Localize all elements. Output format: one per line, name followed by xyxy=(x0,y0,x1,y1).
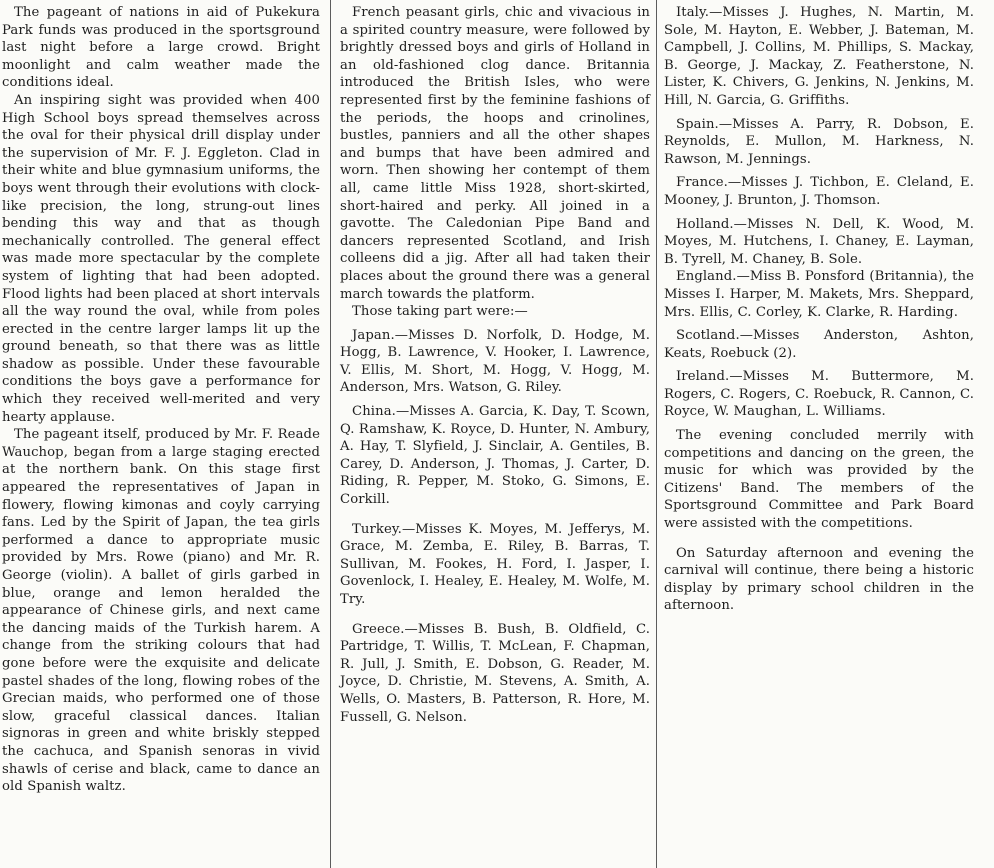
column-rule-left xyxy=(330,0,331,868)
participants-greece: Greece.—Misses B. Bush, B. Oldfield, C. Partridge, T. Willis, T. McLean, F. Chapman, R. Jull, J. Smith, E. Dobson, G. Reader, M. Joyce, D. Christie, M. Stevens, A. Smith, A. Wells, O. Masters, B. Patterson, R. Hore, M. Fussell, G. Nelson. xyxy=(340,621,650,725)
participants-japan: Japan.—Misses D. Norfolk, D. Hodge, M. Hogg, B. Lawrence, V. Hooker, I. Lawrence, V. Ellis, M. Short, M. Hogg, V. Hogg, M. Anderson, Mrs. Watson, G. Riley. xyxy=(340,327,650,396)
participants-china: China.—Misses A. Garcia, K. Day, T. Scown, Q. Ramshaw, K. Royce, D. Hunter, N. Ambury, A. Hay, T. Slyfield, J. Sinclair, A. Gentiles, B. Carey, D. Anderson, J. Thomas, J. Carter, D. Riding, R. Pepper, M. Stoko, G. Simons, E. Corkill. xyxy=(340,404,650,508)
participants-holland: Holland.—Misses N. Dell, K. Wood, M. Moyes, M. Hutchens, I. Chaney, E. Layman, B. Tyrell, M. Chaney, B. Sole. xyxy=(664,216,974,267)
paragraph-participants-heading: Those taking part were:— xyxy=(352,304,528,320)
column-1 xyxy=(2,4,320,796)
participants-scotland: Scotland.—Misses Anderston, Ashton, Keats, Roebuck (2). xyxy=(664,328,974,361)
paragraph-evening-conclusion: The evening concluded merrily with competitions and dancing on the green, the music for which was provided by the Citizens' Band. The members of the Sportsground Committee and Park Board were assisted with the competitions. xyxy=(664,428,974,532)
paragraph-intro: The pageant of nations in aid of Pukekura Park funds was produced in the sportsground last night before a large crowd. Bright moonlight and calm weather made the conditions ideal. xyxy=(2,5,320,91)
participants-france: France.—Misses J. Tichbon, E. Cleland, E. Mooney, J. Brunton, J. Thomson. xyxy=(664,175,974,208)
participants-spain: Spain.—Misses A. Parry, R. Dobson, E. Reynolds, E. Mullon, M. Harkness, N. Rawson, M. Jennings. xyxy=(664,116,974,167)
paragraph-drill-display: An inspiring sight was provided when 400 High School boys spread themselves across the oval for their physical drill display under the supervision of Mr. F. J. Eggleton. Clad in their white and blue gymnasium uniforms, the boys went through their evolutions with clock-like precision, the long, strung-out lines bending this way and that as though mechanically controlled. The general effect was made more spectacular by the complete system of lighting that had been adopted. Flood lights had been placed at short intervals all the way round the oval, while from poles erected in the centre larger lamps lit up the ground beneath, so that there was as little shadow as possible. Under these favourable conditions the boys gave a performance for which they received well-merited and very hearty applause. xyxy=(2,92,320,425)
column-rule-right xyxy=(656,0,657,868)
column-2 xyxy=(340,4,650,726)
participants-ireland: Ireland.—Misses M. Buttermore, M. Rogers, C. Rogers, C. Roebuck, R. Cannon, C. Royce, W. Maughan, L. Williams. xyxy=(664,369,974,420)
participants-turkey: Turkey.—Misses K. Moyes, M. Jefferys, M. Grace, M. Zemba, E. Riley, B. Barras, T. Sullivan, M. Fookes, H. Ford, I. Jasper, I. Govenlock, I. Healey, E. Healey, M. Wolfe, M. Try. xyxy=(340,521,650,607)
participants-italy: Italy.—Misses J. Hughes, N. Martin, M. Sole, M. Hayton, E. Webber, J. Bateman, M. Campbell, J. Collins, M. Phillips, S. Mackay, B. George, J. Mackay, Z. Featherstone, N. Lister, K. Chivers, G. Jenkins, N. Jenkins, M. Hill, N. Garcia, G. Griffiths. xyxy=(664,5,974,108)
paragraph-pageant-continued: French peasant girls, chic and vivacious in a spirited country measure, were followed by brightly dressed boys and girls of Holland in an old-fashioned clog dance. Britannia introduced the British Isles, who were represented first by the feminine fashions of the periods, the hoops and crinolines, bustles, panniers and all the other shapes and bumps that have been admired and worn. Then showing her contempt of them all, came little Miss 1928, short-skirted, short-haired and perky. All joined in a gavotte. The Caledonian Pipe Band and dancers represented Scotland, and Irish colleens did a jig. After all had taken their places about the ground there was a general march towards the platform. xyxy=(340,5,650,302)
column-3 xyxy=(664,4,974,615)
paragraph-saturday-carnival: On Saturday afternoon and evening the carnival will continue, there being a historic display by primary school children in the afternoon. xyxy=(664,545,974,614)
participants-england: England.—Miss B. Ponsford (Britannia), the Misses I. Harper, M. Makets, Mrs. Sheppard, Mrs. Ellis, C. Corley, K. Clarke, R. Harding. xyxy=(664,269,974,320)
paragraph-pageant: The pageant itself, produced by Mr. F. Reade Wauchop, began from a large staging erected at the northern bank. On this stage first appeared the representatives of Japan in flowery, flowing kimonas and coyly carrying fans. Led by the Spirit of Japan, the tea girls performed a dance to appropriate music provided by Mrs. Rowe (piano) and Mr. R. George (violin). A ballet of girls garbed in blue, orange and lemon heralded the appearance of Chinese girls, and next came the dancing maids of the Turkish harem. A change from the striking colours that had gone before were the exquisite and delicate pastel shades of the long, flowing robes of the Grecian maids, who performed one of those slow, graceful classical dances. Italian signoras in green and white briskly stepped the cachuca, and Spanish senoras in vivid shawls of cerise and black, came to dance an old Spanish waltz. xyxy=(2,427,320,795)
